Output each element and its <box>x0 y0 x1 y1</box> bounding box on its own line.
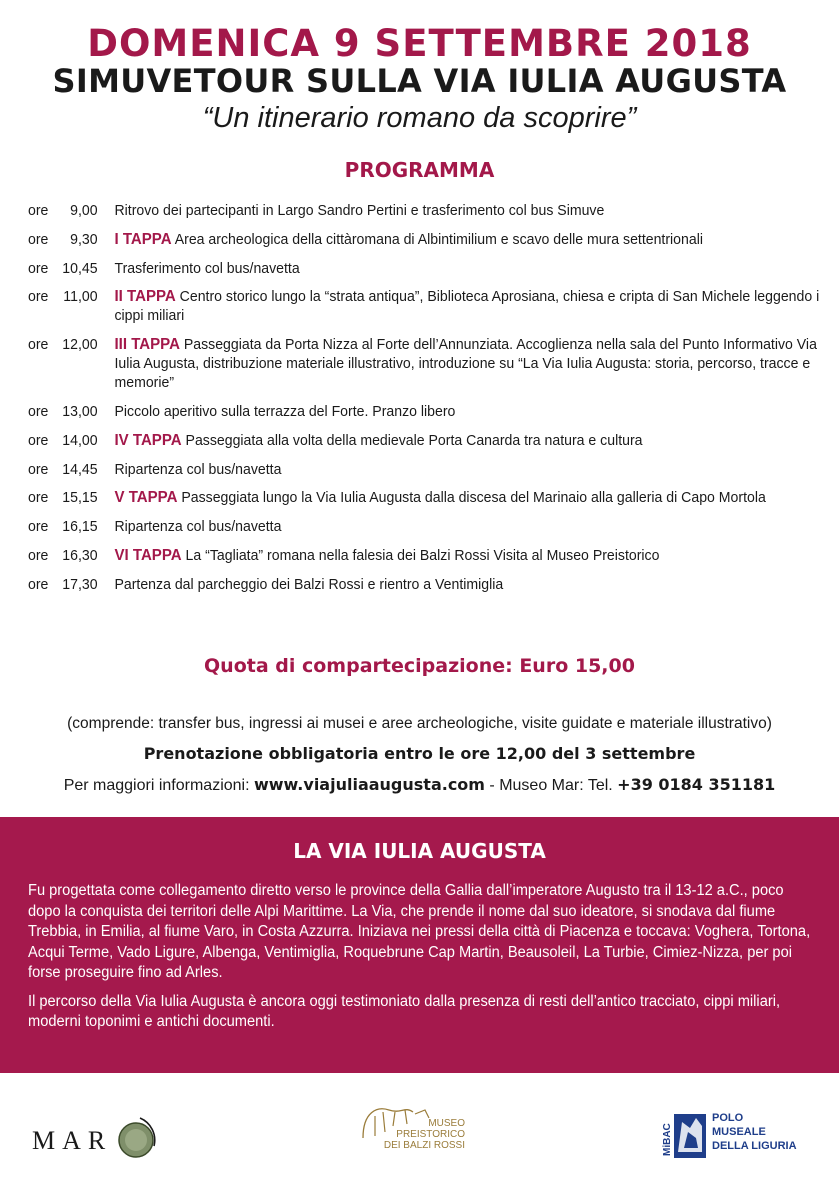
schedule-description <box>114 259 827 278</box>
ore-label: ore <box>28 402 49 420</box>
ore-label: ore <box>28 575 49 593</box>
schedule-row <box>28 402 827 421</box>
schedule-list <box>28 201 827 604</box>
schedule-description <box>114 431 827 450</box>
info-prefix: Per maggiori informazioni: <box>63 777 254 794</box>
schedule-description <box>114 488 827 507</box>
schedule-text: Ripartenza col bus/navetta <box>114 460 282 478</box>
polo-line-3: DELLA LIGURIA <box>712 1140 797 1152</box>
info-middle: - Museo Mar: Tel. <box>484 777 618 794</box>
schedule-text: Passeggiata da Porta Nizza al Forte dell’Annunziata. Accoglienza nella sala del Punto Informativo Via Iulia Augusta, distribuzione materiale illustrativo, introduzione su “La Via Iulia Augusta: storia, percorso, tracce e memorie” <box>114 336 817 392</box>
schedule-text: Passeggiata alla volta della medievale Porta Canarda tra natura e cultura <box>185 431 643 449</box>
schedule-time: 14,45 <box>62 460 98 478</box>
schedule-row <box>28 431 827 450</box>
website-link[interactable]: www.viajuliaaugusta.com <box>253 775 485 794</box>
schedule-row <box>28 259 827 278</box>
schedule-time: 16,15 <box>62 518 98 536</box>
schedule-time: 15,15 <box>62 489 98 507</box>
schedule-row <box>28 575 827 594</box>
tappa-label: VI TAPPA <box>114 546 182 564</box>
ore-label: ore <box>28 336 49 354</box>
programma-heading: PROGRAMMA <box>344 158 495 182</box>
logo-museo-mar <box>28 1106 156 1168</box>
schedule-description <box>114 546 827 565</box>
schedule-row <box>28 460 827 479</box>
schedule-description <box>114 460 827 479</box>
band-title: LA VIA IULIA AUGUSTA <box>293 839 546 863</box>
schedule-description <box>114 287 827 325</box>
band-paragraph-1: Fu progettata come collegamento diretto verso le province della Gallia dall’imperatore Augusto tra il 13-12 a.C., poco dopo la conquista dei territori delle Alpi Marittime. La Via, che prende il nome dal suo ideatore, si snodava dal fiume Trebbia, in Emilia, al fiume Varo, in Costa Azzurra. Iniziava nei pressi della città di Piacenza e toccava: Voghera, Tortona, Acqui Terme, Vado Ligure, Albenga, Ventimiglia, Roquebrune Cap Martin, Beausoleil, La Turbie, Cimiez-Nizza, per poi forse proseguire fino ad Arles. <box>28 882 811 981</box>
schedule-row <box>28 517 827 536</box>
schedule-time: 11,00 <box>63 288 98 306</box>
schedule-text: Centro storico lungo la “strata antiqua”, Biblioteca Aprosiana, chiesa e cripta di San Michele leggendo i cippi miliari <box>114 288 820 325</box>
schedule-description <box>114 335 827 392</box>
schedule-text: Ripartenza col bus/navetta <box>114 518 282 536</box>
schedule-text: La “Tagliata” romana nella falesia dei Balzi Rossi Visita al Museo Preistorico <box>185 546 660 564</box>
mar-logo-text: MAR <box>32 1126 113 1155</box>
ore-label: ore <box>28 489 49 507</box>
logo-museo-preistorico <box>355 1102 465 1172</box>
mibac-icon <box>660 1108 710 1168</box>
schedule-description <box>114 517 827 536</box>
mibac-label: MiBAC <box>662 1123 673 1156</box>
polo-line-1: POLO <box>712 1112 744 1124</box>
museo-logo-text <box>355 1118 465 1151</box>
tappa-label: III TAPPA <box>114 336 180 354</box>
mar-coin-icon <box>28 1106 156 1168</box>
quota-price: Quota di compartecipazione: Euro 15,00 <box>204 655 635 677</box>
via-iulia-info-band <box>0 817 839 1073</box>
schedule-text: Partenza dal parcheggio dei Balzi Rossi e rientro a Ventimiglia <box>114 575 504 593</box>
schedule-text: Passeggiata lungo la Via Iulia Augusta dalla discesa del Marinaio alla galleria di Capo Mortola <box>181 489 766 507</box>
ore-label: ore <box>28 431 49 449</box>
schedule-row <box>28 488 827 507</box>
schedule-description <box>114 230 827 249</box>
polo-logo-text <box>712 1111 797 1153</box>
tour-subtitle: “Un itinerario romano da scoprire” <box>202 102 637 134</box>
schedule-row <box>28 230 827 249</box>
tappa-label: II TAPPA <box>114 288 176 306</box>
schedule-description <box>114 575 827 594</box>
schedule-time: 16,30 <box>62 546 98 564</box>
museo-line-1: MUSEO <box>428 1118 465 1129</box>
ore-label: ore <box>28 460 49 478</box>
contact-info <box>0 775 839 795</box>
schedule-time: 17,30 <box>62 575 98 593</box>
ore-label: ore <box>28 259 49 277</box>
tappa-label: IV TAPPA <box>114 431 182 449</box>
tappa-label: V TAPPA <box>114 489 178 507</box>
schedule-row <box>28 287 827 325</box>
schedule-row <box>28 335 827 392</box>
event-date-title: DOMENICA 9 SETTEMBRE 2018 <box>87 22 752 65</box>
schedule-description <box>114 201 827 220</box>
ore-label: ore <box>28 230 49 248</box>
schedule-text: Trasferimento col bus/navetta <box>114 259 300 277</box>
band-paragraph-2: Il percorso della Via Iulia Augusta è ancora oggi testimoniato dalla presenza di resti dell’antico tracciato, cippi miliari, moderni toponimi e antichi documenti. <box>28 992 781 1030</box>
schedule-time: 12,00 <box>62 336 98 354</box>
schedule-text: Piccolo aperitivo sulla terrazza del Forte. Pranzo libero <box>114 402 456 420</box>
logo-polo-museale <box>660 1108 820 1168</box>
schedule-row <box>28 201 827 220</box>
comprende-note: (comprende: transfer bus, ingressi ai musei e aree archeologiche, visite guidate e materiale illustrativo) <box>67 715 772 732</box>
ore-label: ore <box>28 518 49 536</box>
tappa-label: I TAPPA <box>114 230 172 248</box>
band-text <box>28 881 812 1041</box>
museo-line-3: DEI BALZI ROSSI <box>383 1140 465 1151</box>
ore-label: ore <box>28 288 49 306</box>
prenotazione-note: Prenotazione obbligatoria entro le ore 12,00 del 3 settembre <box>143 744 696 763</box>
tour-title: SIMUVETOUR SULLA VIA IULIA AUGUSTA <box>52 62 787 100</box>
polo-line-2: MUSEALE <box>712 1126 766 1138</box>
schedule-time: 13,00 <box>62 402 98 420</box>
schedule-time: 9,30 <box>70 230 98 248</box>
logos-footer <box>0 1100 839 1180</box>
schedule-text: Ritrovo dei partecipanti in Largo Sandro Pertini e trasferimento col bus Simuve <box>114 202 605 219</box>
phone-number[interactable]: +39 0184 351181 <box>617 775 776 794</box>
schedule-description <box>114 402 827 421</box>
schedule-time: 14,00 <box>62 431 98 449</box>
museo-line-2: PREISTORICO <box>396 1129 465 1140</box>
schedule-time: 9,00 <box>70 202 98 219</box>
ore-label: ore <box>28 546 49 564</box>
schedule-time: 10,45 <box>62 259 98 277</box>
schedule-row <box>28 546 827 565</box>
schedule-text: Area archeologica della cittàromana di Albintimilium e scavo delle mura settentrionali <box>174 230 703 248</box>
ore-label: ore <box>28 202 49 219</box>
